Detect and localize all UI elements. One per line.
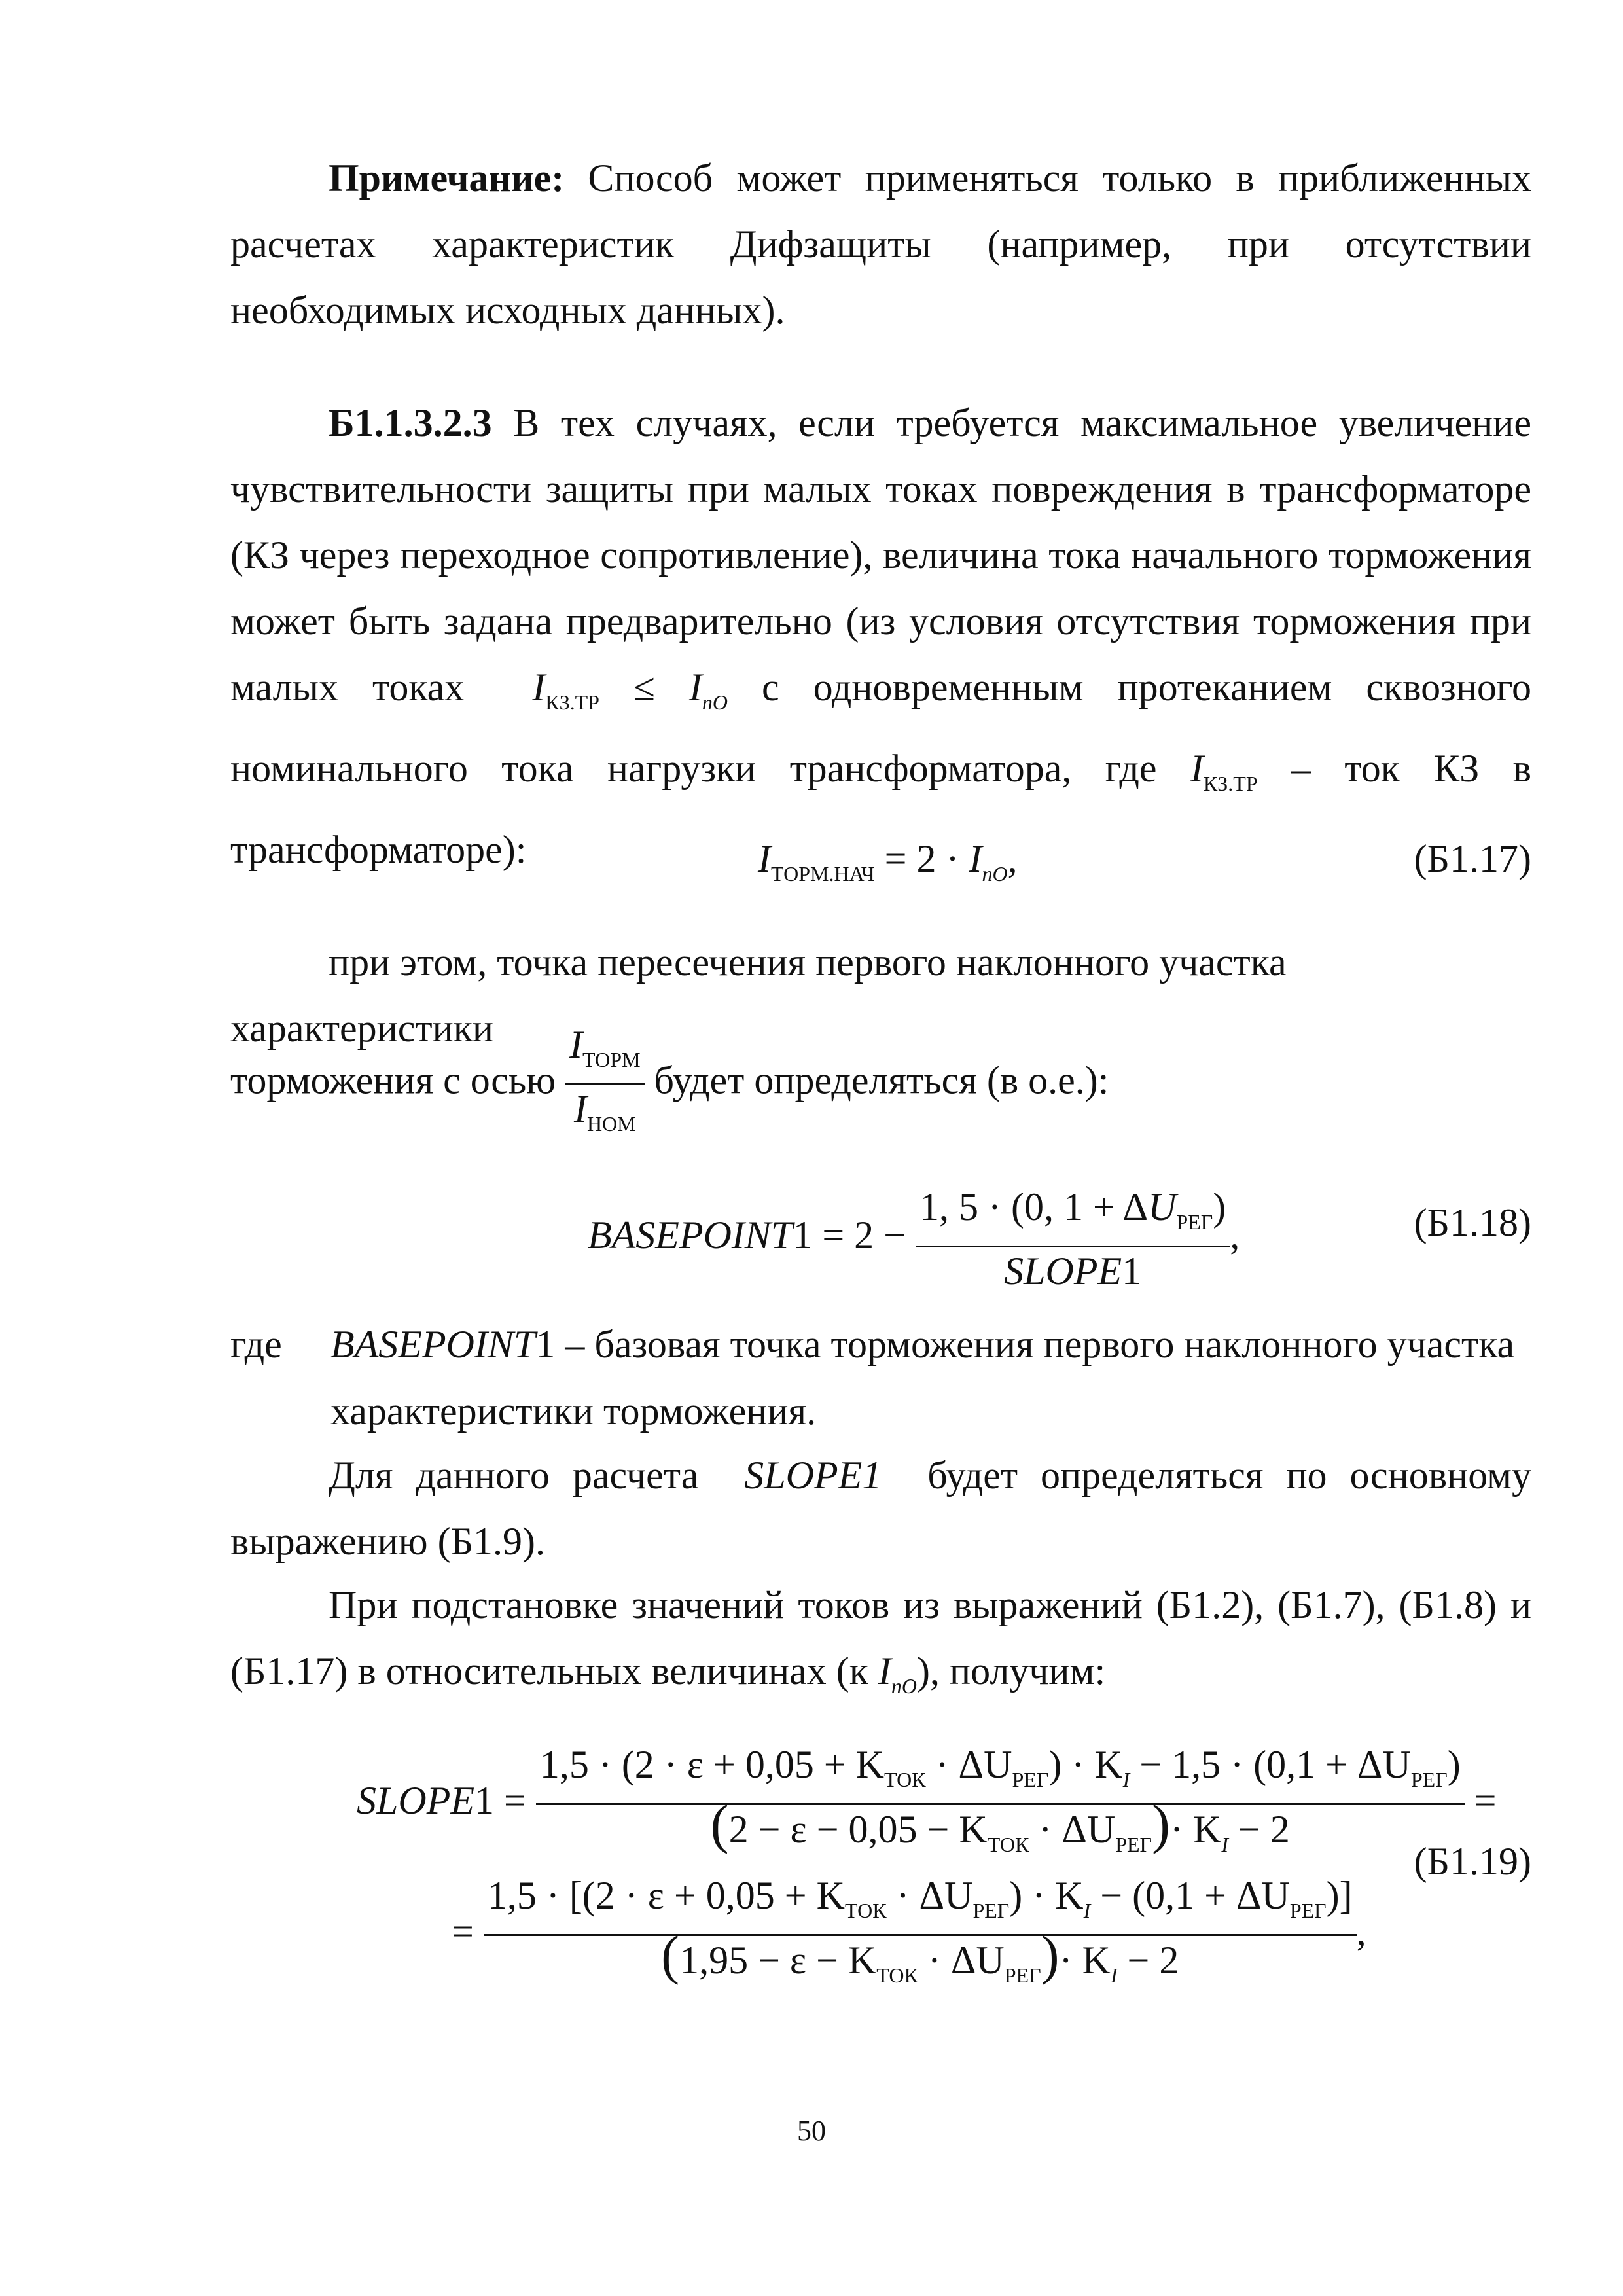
clause-paragraph (230, 390, 1531, 883)
condition-lhs: $I_{КЗ.ТР}$ (532, 666, 599, 714)
clause-number: Б1.1.3.2.3 (329, 401, 492, 444)
condition-rhs: $I_{nO}$ (688, 666, 728, 714)
note-paragraph (230, 145, 1531, 344)
clause-text-3: – ток КЗ в трансформаторе): (230, 747, 1532, 871)
equation-b1-18: BASEPOINT1 = 2 − $\frac{1, 5 \cdot (0, 1 + \Delta U_{РЕГ})}{\text{SLOPE1}}$ , (588, 1185, 1240, 1293)
intersection-line-2 (230, 1021, 1109, 1147)
substitution-paragraph: При подстановке значений токов из выражений (Б1.2), (Б1.7), (Б1.8) и (Б1.17) в относительных величинах (к $I_{nO}$), получим: (230, 1583, 1531, 1698)
intersection-text-3: будет определяться (в о.е.): (654, 1058, 1109, 1102)
intersection-text-2: торможения с осью (230, 1058, 556, 1102)
where-label: где (230, 1323, 282, 1366)
clause-text-1: В тех случаях, если требуется максимальное увеличение чувствительности защиты при малых токах повреждения в трансформаторе (КЗ через переходное сопротивление), величина тока начального торможения может быть задана предварительно (из условия отсутствия торможения при малых токах (230, 401, 1532, 709)
page-number: 50 (797, 2115, 826, 2147)
note-label: Примечание: (329, 156, 565, 200)
equation-b1-17: $I_{ТОРМ.НАЧ} = 2 \cdot I_{nO}$, (758, 837, 1018, 886)
clause-text-2: с одновременным протеканием сквозного номинального тока нагрузки трансформатора, где (230, 666, 1532, 790)
equation-number-b1-18: (Б1.18) (1414, 1201, 1531, 1244)
slope-term: SLOPE1 (744, 1454, 882, 1497)
axis-ratio-fraction: $\frac{I_{ТОРМ}}{I_{НОМ}}$ (565, 1021, 644, 1147)
equation-number-b1-19: (Б1.19) (1414, 1840, 1531, 1883)
intersection-text-1: при этом, точка пересечения первого наклонного участка характеристики (230, 941, 1287, 1050)
slope-paragraph: Для данного расчета SLOPE1 будет определяться по основному выражению (Б1.9). (230, 1454, 1532, 1563)
substitution-symbol: $I_{nO}$ (878, 1649, 918, 1698)
where-definition: BASEPOINT1 – базовая точка торможения первого наклонного участка (330, 1323, 1515, 1366)
condition-operator: ≤ (633, 666, 655, 709)
equation-b1-19-line-2: = $\frac{1,5 \cdot [(2 \cdot \varepsilon + 0,05 + K_{ТОК} \cdot \Delta U_{РЕГ}) \cdot K_I - (0,1 + \Delta U_{РЕГ})]}{(1,95 - \varepsilon - K_{ТОК} \cdot \Delta U_{РЕГ})\cdot K_I - 2}$ , (452, 1874, 1366, 1987)
equation-number-b1-17: (Б1.17) (1414, 837, 1531, 880)
where-symbol: $I_{КЗ.ТР}$ (1190, 747, 1258, 795)
equation-b1-19-line-1: SLOPE1 = $1,5 \cdot (2 \cdot \varepsilon + 0,05 + K_{ТОК} \cdot \Delta U_{РЕГ}) \cdot K_I - 1,5 \cdot (0,1 + \Delta U_{РЕГ})$ $(2 - \varepsilon - 0,05 - K_{ТОК} \cdot \Delta U_{РЕГ})\cdot K_I - 2$ = (357, 1743, 1497, 1856)
note-text: Способ может применяться только в приближенных расчетах характеристик Дифзащиты (например, при отсутствии необходимых исходных данных). (230, 156, 1532, 332)
where-definition-cont: характеристики торможения. (330, 1390, 817, 1433)
